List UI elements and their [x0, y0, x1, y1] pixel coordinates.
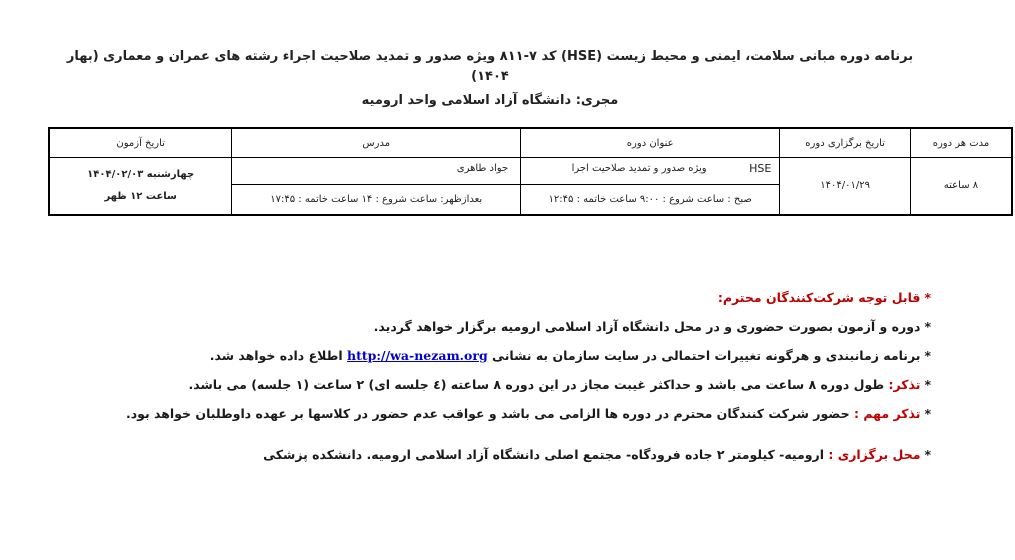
cell-exam [49, 158, 232, 216]
important-text: حضور شرکت کنندگان محترم در دوره ها الزامی می باشد و عواقب عدم حضور در کلاسها بر عهده داوطلبان خواهد بود. [125, 406, 850, 421]
venue-text: ارومیه- کیلومتر ۲ جاده فرودگاه- مجتمع اصلی دانشگاه آزاد اسلامی ارومیه. دانشکده پزشکی [263, 447, 825, 462]
reminder-text: طول دوره ۸ ساعت می باشد و حداکثر غیبت مجاز در این دوره ۸ ساعته (٤ جلسه ای) ۲ ساعت (۱ جلسه) می باشد. [188, 377, 885, 392]
teacher-name: جواد طاهری [232, 158, 520, 185]
bullet-star: * [924, 406, 931, 421]
cell-duration [910, 158, 1012, 216]
table-row [49, 158, 1012, 216]
attention-line [71, 287, 931, 316]
course-code: HSE [749, 162, 772, 175]
note-line-2 [71, 345, 931, 374]
schedule-table [48, 127, 1013, 216]
cell-course [521, 158, 780, 216]
course-title: ویژه صدور و تمدید صلاحیت اجرا [571, 163, 707, 174]
reminder-line [71, 374, 931, 403]
cell-date [780, 158, 911, 216]
bullet-star: * [924, 290, 931, 305]
duration-value: ۸ ساعته [943, 180, 979, 191]
cell-teacher [232, 158, 521, 216]
header-date: تاریخ برگزاری دوره [780, 128, 911, 158]
important-label: تذکر مهم : [853, 406, 921, 421]
afternoon-schedule: بعدازظهر: ساعت شروع : ۱۴ ساعت خاتمه : ۱۷:۴۵ [270, 194, 483, 205]
page-header [60, 47, 920, 111]
header-course: عنوان دوره [521, 128, 780, 158]
bullet-star: * [924, 348, 931, 363]
bullet-star: * [924, 377, 931, 392]
table-header-row [49, 128, 1012, 158]
important-line [71, 403, 931, 432]
note-text: برنامه زمانبندی و هرگونه تغییرات احتمالی در سایت سازمان به نشانی [492, 348, 921, 363]
bullet-star: * [924, 447, 931, 462]
morning-schedule: صبح : ساعت شروع : ۹:۰۰ ساعت خاتمه : ۱۲:۴۵ [548, 194, 752, 205]
reminder-label: تذکر: [888, 377, 921, 392]
header-duration: مدت هر دوره [910, 128, 1012, 158]
attention-text: قابل توجه شرکت‌کنندگان محترم: [717, 290, 921, 305]
page-title: برنامه دوره مبانی سلامت، ایمنی و محیط زیست (HSE) کد ۷-۸۱۱ ویژه صدور و تمدید صلاحیت اجراء رشته های عمران و معماری (بهار ۱۴۰۴) [66, 49, 914, 84]
exam-date: چهارشنبه ۱۴۰۴/۰۲/۰۳ [87, 169, 195, 180]
header-exam: تاریخ آزمون [49, 128, 232, 158]
bullet-star: * [924, 319, 931, 334]
note-text: دوره و آزمون بصورت حضوری و در محل دانشگاه آزاد اسلامی ارومیه برگزار خواهد گردید. [373, 319, 921, 334]
venue-line [71, 444, 931, 473]
executor-line: مجری: دانشگاه آزاد اسلامی واحد ارومیه [361, 93, 619, 108]
header-teacher: مدرس [232, 128, 521, 158]
notes-section [71, 287, 931, 473]
website-link[interactable]: http://wa-nezam.org [347, 348, 488, 363]
note-text-suffix: اطلاع داده خواهد شد. [209, 348, 343, 363]
date-value: ۱۴۰۴/۰۱/۲۹ [820, 180, 870, 191]
venue-label: محل برگزاری : [828, 447, 921, 462]
exam-time: ساعت ۱۲ ظهر [104, 191, 177, 202]
note-line-1 [71, 316, 931, 345]
